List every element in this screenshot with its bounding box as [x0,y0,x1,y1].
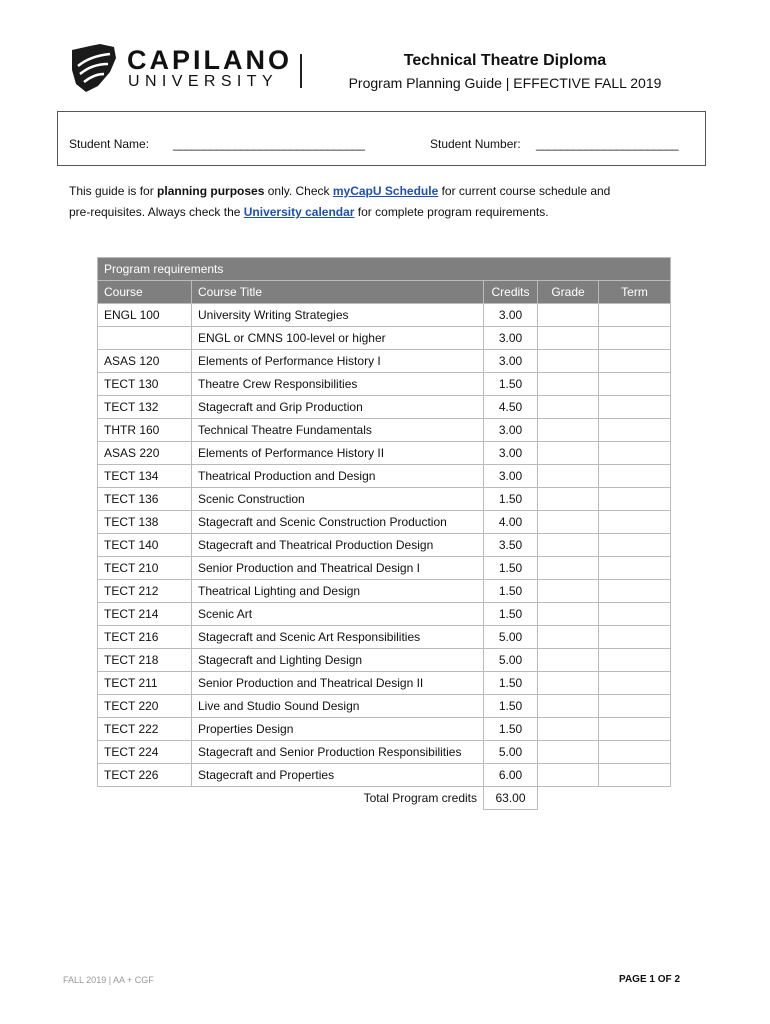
credits-cell: 3.00 [484,419,538,442]
credits-cell: 3.00 [484,304,538,327]
student-name-field[interactable]: _______________________________ [173,137,365,151]
table-row [98,603,671,626]
grade-cell[interactable] [538,488,599,511]
course-title-cell: Stagecraft and Scenic Construction Production [192,511,484,534]
course-code-cell: TECT 212 [98,580,192,603]
table-caption-row [98,258,671,281]
table-row [98,672,671,695]
course-code-cell: TECT 226 [98,764,192,787]
table-row [98,396,671,419]
credits-cell: 3.50 [484,534,538,557]
grade-cell[interactable] [538,603,599,626]
table-row [98,741,671,764]
course-title-cell: Scenic Art [192,603,484,626]
header-title: Course Title [192,281,484,304]
page-prefix: PAGE [619,974,650,985]
course-title-cell: Live and Studio Sound Design [192,695,484,718]
credits-cell: 1.50 [484,557,538,580]
credits-cell: 5.00 [484,741,538,764]
table-row [98,764,671,787]
intro-text: only. Check [264,184,333,198]
header-course: Course [98,281,192,304]
course-code-cell: ASAS 220 [98,442,192,465]
term-cell[interactable] [599,511,671,534]
course-title-cell: Stagecraft and Grip Production [192,396,484,419]
student-info-box [57,111,706,166]
intro-text: This guide is for [69,184,158,198]
table-row [98,304,671,327]
table-caption: Program requirements [98,258,671,281]
document-subtitle: Program Planning Guide | EFFECTIVE FALL 2019 [348,75,662,91]
credits-cell: 1.50 [484,488,538,511]
logo-word-university: UNIVERSITY [128,73,279,90]
footer-page-number [619,974,680,985]
course-code-cell: TECT 136 [98,488,192,511]
grade-cell[interactable] [538,741,599,764]
header-credits: Credits [484,281,538,304]
course-code-cell: TECT 138 [98,511,192,534]
course-code-cell: ENGL 100 [98,304,192,327]
grade-cell[interactable] [538,764,599,787]
term-cell[interactable] [599,718,671,741]
course-title-cell: Elements of Performance History I [192,350,484,373]
grade-cell[interactable] [538,373,599,396]
course-title-cell: Elements of Performance History II [192,442,484,465]
course-code-cell: THTR 160 [98,419,192,442]
intro-bold-text: planning purposes [157,184,265,198]
table-row [98,534,671,557]
course-title-cell: Properties Design [192,718,484,741]
total-row-spacer [538,787,671,810]
university-calendar-link[interactable]: University calendar [243,205,355,219]
term-cell[interactable] [599,672,671,695]
credits-cell: 1.50 [484,695,538,718]
grade-cell[interactable] [538,580,599,603]
course-code-cell: TECT 140 [98,534,192,557]
grade-cell[interactable] [538,396,599,419]
table-row [98,557,671,580]
term-cell[interactable] [599,580,671,603]
credits-cell: 4.50 [484,396,538,419]
course-title-cell: Theatrical Production and Design [192,465,484,488]
credits-cell: 5.00 [484,649,538,672]
table-row [98,442,671,465]
grade-cell[interactable] [538,327,599,350]
course-code-cell: TECT 134 [98,465,192,488]
course-code-cell: TECT 210 [98,557,192,580]
table-row [98,695,671,718]
document-title: Technical Theatre Diploma [403,52,607,69]
credits-cell: 1.50 [484,672,538,695]
term-cell[interactable] [599,557,671,580]
grade-cell[interactable] [538,442,599,465]
table-row [98,649,671,672]
footer-version: FALL 2019 | AA + CGF [63,975,154,985]
course-code-cell: TECT 214 [98,603,192,626]
course-title-cell: Stagecraft and Scenic Art Responsibilities [192,626,484,649]
course-code-cell: TECT 222 [98,718,192,741]
intro-text: pre-requisites. Always check the [69,205,244,219]
term-cell[interactable] [599,419,671,442]
term-cell[interactable] [599,327,671,350]
course-title-cell: Technical Theatre Fundamentals [192,419,484,442]
course-code-cell: TECT 218 [98,649,192,672]
credits-cell: 4.00 [484,511,538,534]
grade-cell[interactable] [538,695,599,718]
page-number: 1 [649,974,655,985]
student-name-label: Student Name: [69,137,150,151]
mycapu-schedule-link[interactable]: myCapU Schedule [332,184,439,198]
course-code-cell: TECT 132 [98,396,192,419]
shield-logo-icon [70,44,118,94]
course-title-cell: Stagecraft and Properties [192,764,484,787]
table-header-row [98,281,671,304]
course-title-cell: University Writing Strategies [192,304,484,327]
course-title-cell: ENGL or CMNS 100-level or higher [192,327,484,350]
intro-paragraph [69,181,689,223]
table-row [98,327,671,350]
grade-cell[interactable] [538,718,599,741]
course-code-cell: TECT 211 [98,672,192,695]
term-cell[interactable] [599,373,671,396]
term-cell[interactable] [599,465,671,488]
course-title-cell: Senior Production and Theatrical Design II [192,672,484,695]
credits-cell: 3.00 [484,350,538,373]
term-cell[interactable] [599,488,671,511]
credits-cell: 1.50 [484,718,538,741]
table-row [98,718,671,741]
course-code-cell: TECT 130 [98,373,192,396]
term-cell[interactable] [599,695,671,718]
table-row [98,511,671,534]
term-cell[interactable] [599,534,671,557]
course-title-cell: Theatre Crew Responsibilities [192,373,484,396]
grade-cell[interactable] [538,465,599,488]
total-credits-value: 63.00 [484,787,538,810]
grade-cell[interactable] [538,557,599,580]
course-title-cell: Stagecraft and Theatrical Production Design [192,534,484,557]
credits-cell: 3.00 [484,442,538,465]
term-cell[interactable] [599,603,671,626]
term-cell[interactable] [599,626,671,649]
credits-cell: 1.50 [484,603,538,626]
grade-cell[interactable] [538,304,599,327]
program-requirements-table [97,257,671,810]
grade-cell[interactable] [538,511,599,534]
course-code-cell: TECT 216 [98,626,192,649]
table-row [98,626,671,649]
table-row [98,580,671,603]
student-number-label: Student Number: [430,137,521,151]
table-row [98,488,671,511]
table-row [98,373,671,396]
term-cell[interactable] [599,350,671,373]
table-row [98,465,671,488]
grade-cell[interactable] [538,626,599,649]
course-title-cell: Senior Production and Theatrical Design I [192,557,484,580]
total-row [98,787,671,810]
grade-cell[interactable] [538,649,599,672]
credits-cell: 6.00 [484,764,538,787]
intro-text: for complete program requirements. [354,205,549,219]
course-title-cell: Stagecraft and Senior Production Responsibilities [192,741,484,764]
course-code-cell: TECT 224 [98,741,192,764]
table-row [98,350,671,373]
term-cell[interactable] [599,396,671,419]
term-cell[interactable] [599,442,671,465]
logo-word-capilano: CAPILANO [127,45,292,75]
table-row [98,419,671,442]
credits-cell: 1.50 [484,580,538,603]
term-cell[interactable] [599,649,671,672]
grade-cell[interactable] [538,350,599,373]
course-title-cell: Scenic Construction [192,488,484,511]
grade-cell[interactable] [538,419,599,442]
course-code-cell: TECT 220 [98,695,192,718]
total-credits-label: Total Program credits [363,791,477,806]
intro-text: for current course schedule and [438,184,611,198]
term-cell[interactable] [599,741,671,764]
term-cell[interactable] [599,764,671,787]
credits-cell: 3.00 [484,465,538,488]
page-of: OF [654,974,675,985]
credits-cell: 3.00 [484,327,538,350]
page-total: 2 [674,974,680,985]
course-title-cell: Theatrical Lighting and Design [192,580,484,603]
term-cell[interactable] [599,304,671,327]
course-title-cell: Stagecraft and Lighting Design [192,649,484,672]
header-divider [300,54,302,88]
course-code-cell [98,327,192,350]
student-number-field[interactable]: _______________________ [536,137,678,151]
header-grade: Grade [538,281,599,304]
header-term: Term [599,281,671,304]
course-code-cell: ASAS 120 [98,350,192,373]
grade-cell[interactable] [538,534,599,557]
credits-cell: 5.00 [484,626,538,649]
grade-cell[interactable] [538,672,599,695]
credits-cell: 1.50 [484,373,538,396]
